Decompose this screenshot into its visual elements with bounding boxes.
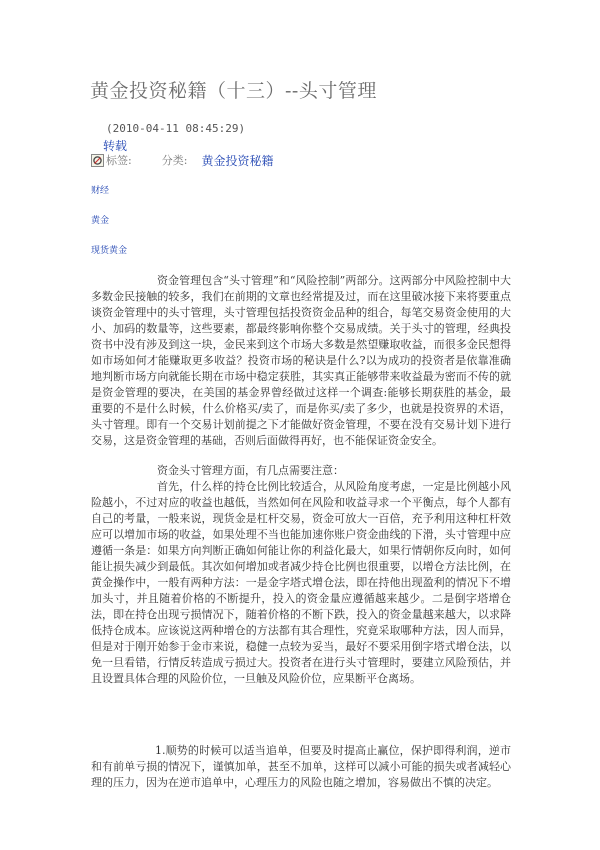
tag-link-gold[interactable]: 黄金: [91, 216, 110, 226]
meta-row: [91, 153, 273, 167]
paragraph-point-1: 1.顺势的时候可以适当追单，但要及时提高止赢位，保护即得利润，逆市和有前单亏损的情况下，谨慎加单，甚至不加单，这样可以减小可能的损失或者减轻心理的压力，因为在逆市追单中，心理压力的风险也随之增加，容易做出不慎的决定。: [91, 744, 511, 789]
tag-link-spot-gold[interactable]: 现货黄金: [91, 246, 128, 256]
post-title: 黄金投资秘籍（十三）--头寸管理: [90, 80, 377, 102]
tag-icon: [91, 154, 104, 167]
paragraph-position-ratio: 首先，什么样的持仓比例比较适合，从风险角度考虑，一定是比例越小风险越小，不过对应的收益也越低，当然如何在风险和收益寻求一个平衡点，每个人都有自己的考量，一般来说，现货金是杠杆交易，资金可放大一百倍，充予利用这种杠杆效应可以增加市场的收益，如果处理不当也能加速你账户资金曲线的下滑，头寸管理中应遵循一条是：如果方向判断正确如何能让你的利益化最大，如果行情朝你反向时，如何能让损失减少到最低。其次如何增加或者减少持仓比例也很重要，以增仓方法比例，在黄金操作中，一般有两种方法：一是金字塔式增仓法，即在持他出现盈利的情况下不增加头寸，并且随着价格的不断提升，投入的资金量应遵循越来越少。二是倒字塔增仓法，即在持仓出现亏损情况下，随着价格的不断下跌，投入的资金量越来越大，以求降低持仓成本。应该说这两种增仓的方法都有其合理性，究竟采取哪种方法，因人而异，但是对于刚开始参于金市来说，稳健一点较为妥当，最好不要采用倒字塔式增仓法，以免一旦看错，行情反转造成亏损过大。投资者在进行头寸管理时，要建立风险预估，并且设置具体合理的风险价位，一旦触及风险价位，应果断平仓离场。: [91, 480, 511, 685]
paragraph-intro: 资金管理包含“头寸管理”和“风险控制”两部分。这两部分中风险控制中大多数金民接触的较多，我们在前期的文章也经常提及过，而在这里破冰接下来将要重点谈资金管理中的头寸管理，头寸管理包括投资资金品种的组合，每笔交易资金使用的大小、加码的数量等，这些要素，都最终影响你整个交易成绩。关于头寸的管理，经典投资书中没有涉及到这一块，金民来到这个市场大多数是然望赚取收益，而很多金民想得如市场如何才能赚取更多收益？投资市场的秘诀是什么?以为成功的投资者是依靠准确地判断市场方向就能长期在市场中稳定获胜，其实真正能够带来收益最为密而不传的就是资金管理的要决，在美国的基金界曾经做过这样一个调查:能够长期获胜的基金，最重要的不是什么时候，什么价格买/卖了，而是你买/卖了多少，也就是投资界的术语，头寸管理。即有一个交易计划前提之下才能做好资金管理，不要在没有交易计划下进行交易，这是资金管理的基础，否则后面做得再好，也不能保证资金安全。: [91, 274, 511, 447]
repost-link[interactable]: 转载: [103, 139, 128, 153]
paragraph-notes-heading: 资金头寸管理方面，有几点需要注意：: [157, 464, 344, 477]
category-label: 分类:: [161, 154, 188, 167]
post-date: (2010-04-11 08:45:29): [106, 122, 246, 135]
category-link[interactable]: 黄金投资秘籍: [201, 153, 274, 168]
tags-label: 标签:: [106, 154, 132, 167]
tag-link-finance[interactable]: 财经: [91, 186, 110, 196]
